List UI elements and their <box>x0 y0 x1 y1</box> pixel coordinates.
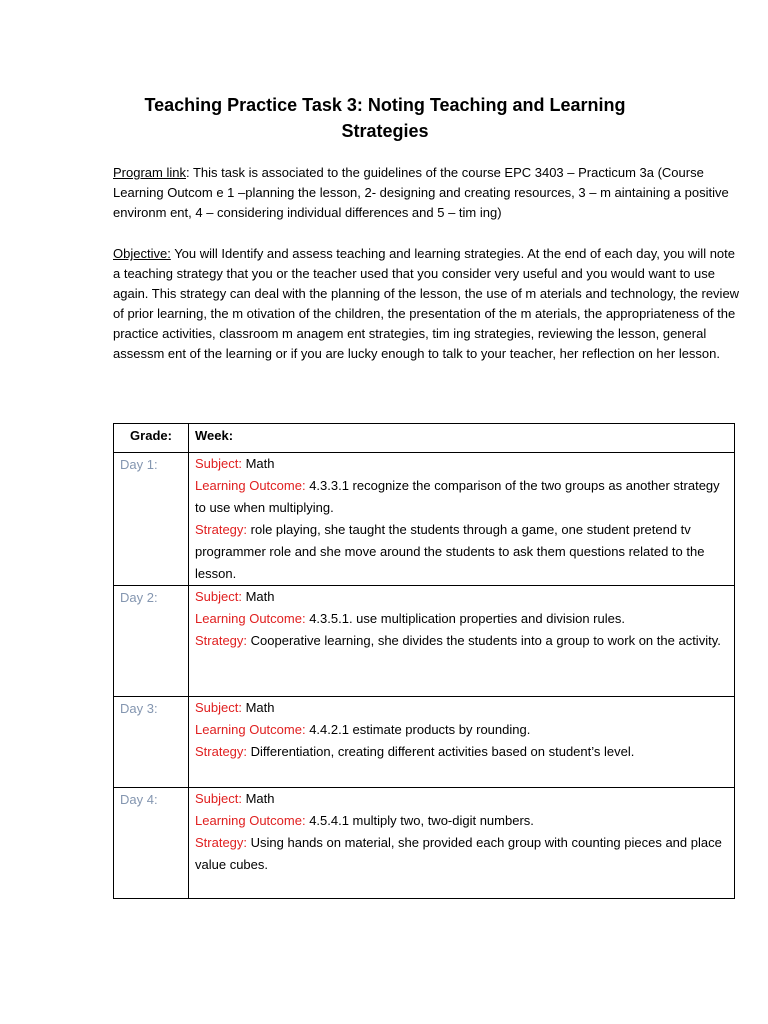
week-header: Week: <box>189 424 735 453</box>
subject-line <box>195 453 728 475</box>
subject-value: Math <box>241 791 275 806</box>
strategy-line <box>195 630 728 652</box>
day-label: Day 3: <box>114 697 189 788</box>
subject-label: Subject: <box>195 589 242 604</box>
outcome-value: 4.3.5.1. use multiplication properties and division rules. <box>305 611 625 626</box>
program-link-text: : This task is associated to the guidelines of the course EPC 3403 – Practicum 3a (Course Learning Outcom e 1 –planning the lesson, 2- designing and creating resources, 3 – m aintaining a positive environm ent, 4 – considering individual differences and 5 – tim ing) <box>113 165 729 220</box>
subject-value: Math <box>241 700 275 715</box>
table-row <box>114 453 735 586</box>
document-title: Teaching Practice Task 3: Noting Teaching and Learning Strategies <box>144 95 626 141</box>
strategy-label: Strategy: <box>195 835 248 850</box>
table-row <box>114 788 735 899</box>
strategy-value: Using hands on material, she provided each group with counting pieces and place value cubes. <box>195 835 722 872</box>
subject-line <box>195 697 728 719</box>
subject-label: Subject: <box>195 700 242 715</box>
subject-line <box>195 788 728 810</box>
day-content <box>189 697 735 788</box>
outcome-label: Learning Outcome: <box>195 813 306 828</box>
strategies-table <box>113 423 735 899</box>
strategy-line <box>195 832 728 876</box>
strategy-line <box>195 741 728 763</box>
day-label: Day 2: <box>114 586 189 697</box>
table-header-row <box>114 424 735 453</box>
day-label: Day 1: <box>114 453 189 586</box>
table-row <box>114 697 735 788</box>
strategy-line <box>195 519 728 585</box>
objective-paragraph <box>113 244 743 364</box>
outcome-line <box>195 608 728 630</box>
objective-label: Objective: <box>113 246 171 261</box>
subject-label: Subject: <box>195 791 242 806</box>
day-content <box>189 453 735 586</box>
outcome-line <box>195 810 728 832</box>
day-content <box>189 586 735 697</box>
subject-value: Math <box>241 589 275 604</box>
objective-text: You will Identify and assess teaching and learning strategies. At the end of each day, you will note a teaching strategy that you or the teacher used that you consider very useful and you would want to use again. This strategy can deal with the planning of the lesson, the use of m aterials and technology, the review of prior learning, the m otivation of the children, the presentation of the m aterials, the appropriateness of the practice activities, classroom m anagem ent strategies, tim ing strategies, reviewing the lesson, general assessm ent of the learning or if you are lucky enough to talk to your teacher, her reflection on her lesson. <box>113 246 740 361</box>
outcome-value: 4.3.3.1 recognize the comparison of the two groups as another strategy to use when multiplying. <box>195 478 720 515</box>
program-link-paragraph <box>113 163 743 223</box>
outcome-label: Learning Outcome: <box>195 611 306 626</box>
outcome-label: Learning Outcome: <box>195 722 306 737</box>
subject-label: Subject: <box>195 456 242 471</box>
grade-header: Grade: <box>114 424 189 453</box>
strategy-label: Strategy: <box>195 633 248 648</box>
outcome-value: 4.4.2.1 estimate products by rounding. <box>305 722 531 737</box>
subject-value: Math <box>241 456 275 471</box>
strategy-value: Differentiation, creating different activities based on student’s level. <box>247 744 635 759</box>
strategy-value: role playing, she taught the students through a game, one student pretend tv programmer role and she move around the students to ask them questions related to the lesson. <box>195 522 705 581</box>
table-row <box>114 586 735 697</box>
outcome-line <box>195 475 728 519</box>
outcome-label: Learning Outcome: <box>195 478 306 493</box>
program-link-label: Program link <box>113 165 186 180</box>
strategy-value: Cooperative learning, she divides the students into a group to work on the activity. <box>247 633 721 648</box>
outcome-value: 4.5.4.1 multiply two, two-digit numbers. <box>305 813 534 828</box>
strategy-label: Strategy: <box>195 522 248 537</box>
outcome-line <box>195 719 728 741</box>
day-label: Day 4: <box>114 788 189 899</box>
day-content <box>189 788 735 899</box>
strategy-label: Strategy: <box>195 744 248 759</box>
subject-line <box>195 586 728 608</box>
